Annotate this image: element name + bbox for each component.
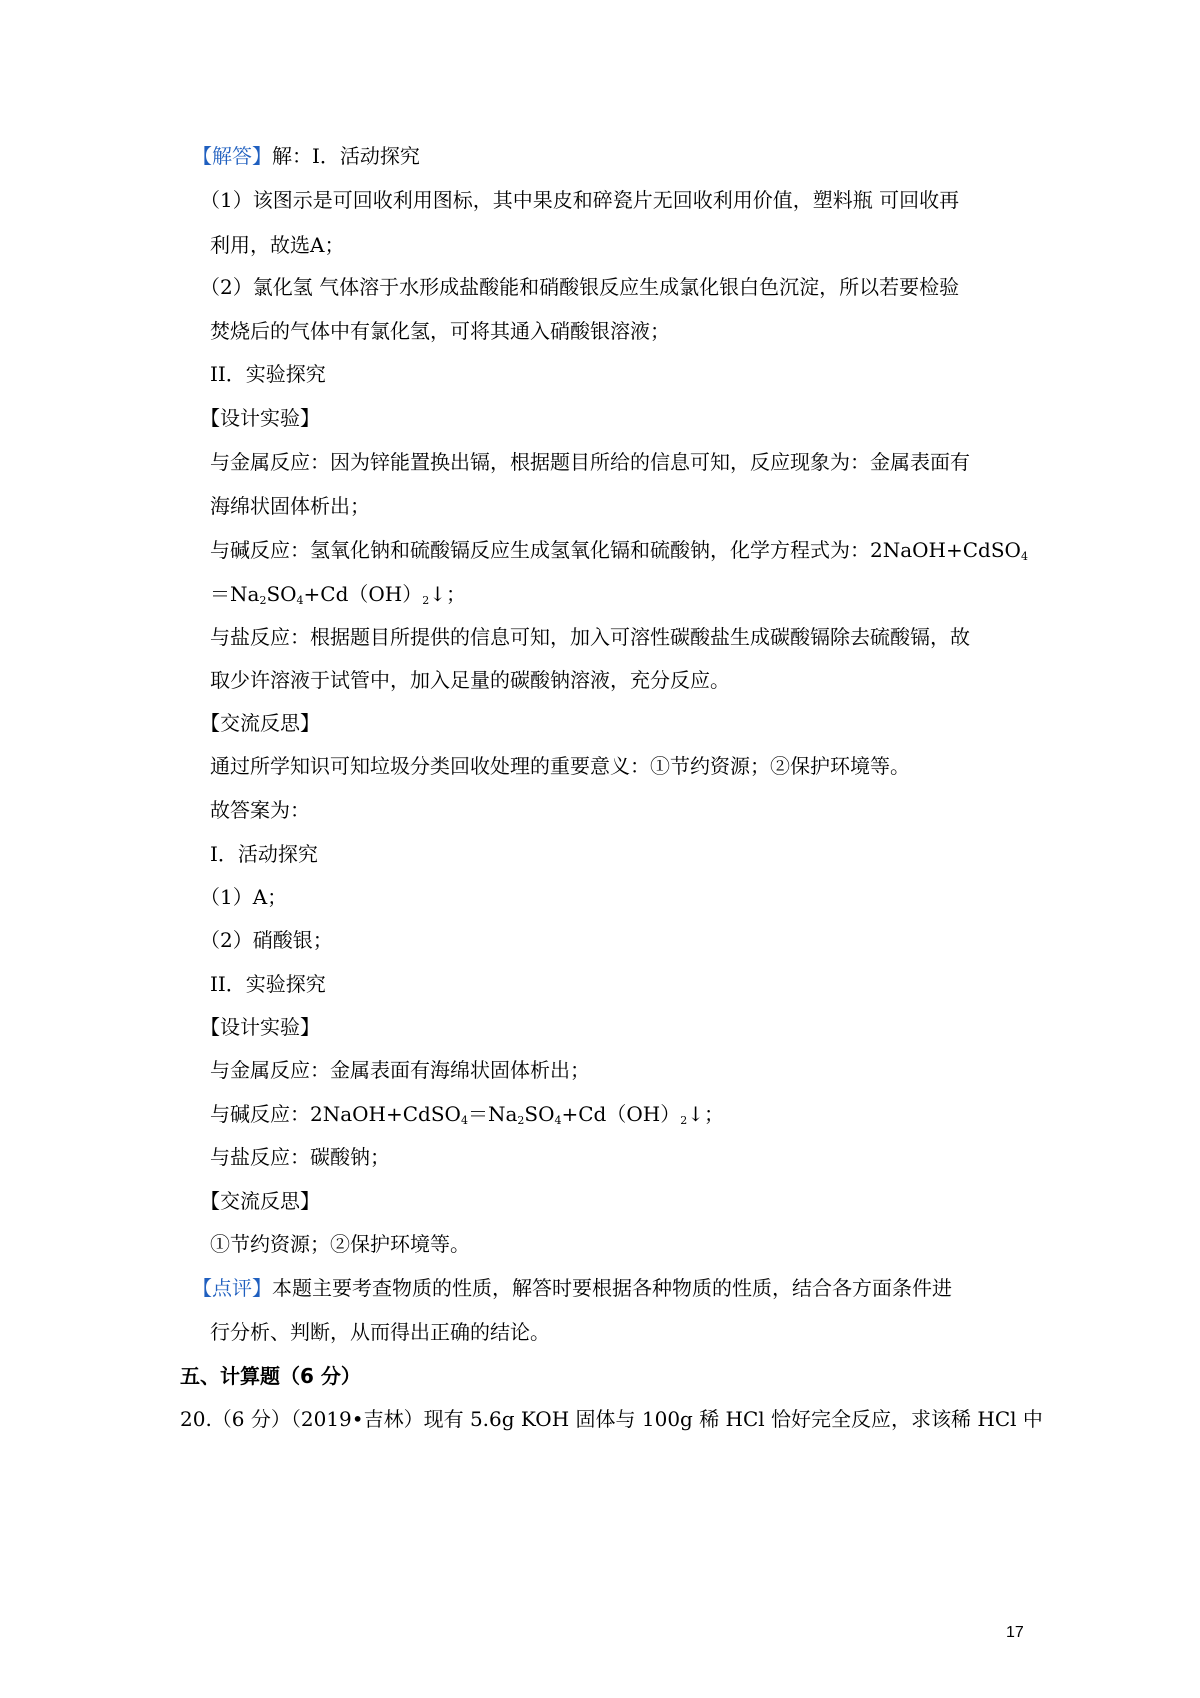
answer-metal: 与金属反应：金属表面有海绵状固体析出；	[210, 1058, 590, 1082]
equation-subscript: 4	[460, 1114, 468, 1127]
comment-text: 本题主要考查物质的性质，解答时要根据各种物质的性质，结合各方面条件进	[272, 1276, 952, 1300]
answer-part2: II．实验探究	[210, 972, 326, 996]
comment-tag: 【点评】	[192, 1276, 272, 1300]
equation-part: SO	[266, 582, 297, 606]
page-number: 17	[1006, 1624, 1024, 1641]
solution-intro-line	[192, 142, 420, 170]
solution-reflect-text: 通过所学知识可知垃圾分类回收处理的重要意义：①节约资源；②保护环境等。	[210, 754, 910, 778]
solution-metal-line2: 海绵状固体析出；	[210, 494, 370, 518]
solution-salt-line1: 与盐反应：根据题目所提供的信息可知，加入可溶性碳酸盐生成碳酸镉除去硫酸镉，故	[210, 625, 970, 649]
solution-tag: 【解答】	[192, 144, 272, 168]
answer-a2: （2）硝酸银；	[200, 928, 333, 952]
equation-part: SO	[524, 1102, 555, 1126]
base-line1-text: 与碱反应：氢氧化钠和硫酸镉反应生成氢氧化镉和硫酸钠，化学方程式为：2NaOH+CdSO	[210, 538, 1021, 562]
equation-part: ↓；	[429, 582, 467, 606]
answer-a1: （1）A；	[200, 885, 288, 909]
equation-part: ↓；	[687, 1102, 724, 1126]
answer-intro: 故答案为：	[210, 798, 310, 822]
solution-q1-line2: 利用，故选A；	[210, 233, 345, 257]
equation-part: +Cd（OH）	[561, 1102, 681, 1126]
solution-design-heading: 【设计实验】	[200, 406, 320, 430]
equation-part: ＝Na	[210, 582, 260, 606]
solution-reflect-heading: 【交流反思】	[200, 711, 320, 735]
comment-line1	[192, 1274, 952, 1302]
solution-base-line1	[210, 536, 1028, 571]
solution-q1-line1: （1）该图示是可回收利用图标，其中果皮和碎瓷片无回收利用价值，塑料瓶 可回收再	[200, 188, 960, 212]
answer-reflect-heading: 【交流反思】	[200, 1189, 320, 1213]
equation-subscript: 2	[517, 1114, 525, 1127]
equation-part: +Cd（OH）	[303, 582, 423, 606]
equation-subscript: 2	[680, 1114, 688, 1127]
solution-part2: II．实验探究	[210, 362, 326, 386]
answer-base	[210, 1100, 724, 1135]
solution-q2-line1: （2）氯化氢 气体溶于水形成盐酸能和硝酸银反应生成氯化银白色沉淀，所以若要检验	[200, 275, 960, 299]
answer-design-heading: 【设计实验】	[200, 1015, 320, 1039]
equation-subscript: 4	[296, 594, 304, 607]
solution-base-line2	[210, 580, 466, 615]
answer-part1: I．活动探究	[210, 842, 318, 866]
equation-subscript: 4	[554, 1114, 562, 1127]
equation-part: ＝Na	[467, 1102, 518, 1126]
solution-salt-line2: 取少许溶液于试管中，加入足量的碳酸钠溶液，充分反应。	[210, 668, 730, 692]
equation-subscript: 2	[422, 594, 430, 607]
solution-metal-line1: 与金属反应：因为锌能置换出镉，根据题目所给的信息可知，反应现象为：金属表面有	[210, 450, 970, 474]
equation-part: 与碱反应：2NaOH+CdSO	[210, 1102, 461, 1126]
answer-salt: 与盐反应：碳酸钠；	[210, 1145, 390, 1169]
solution-intro: 解：I．活动探究	[272, 144, 420, 168]
solution-q2-line2: 焚烧后的气体中有氯化氢，可将其通入硝酸银溶液；	[210, 319, 670, 343]
answer-reflect-text: ①节约资源；②保护环境等。	[210, 1232, 470, 1256]
base-line1-subscript: 4	[1020, 550, 1028, 563]
comment-line2: 行分析、判断，从而得出正确的结论。	[210, 1320, 550, 1344]
question-20: 20.（6 分）（2019•吉林）现有 5.6g KOH 固体与 100g 稀 HCl 恰好完全反应，求该稀 HCl 中	[180, 1407, 1043, 1431]
equation-subscript: 2	[259, 594, 267, 607]
section5-heading: 五、计算题（6 分）	[180, 1364, 361, 1388]
